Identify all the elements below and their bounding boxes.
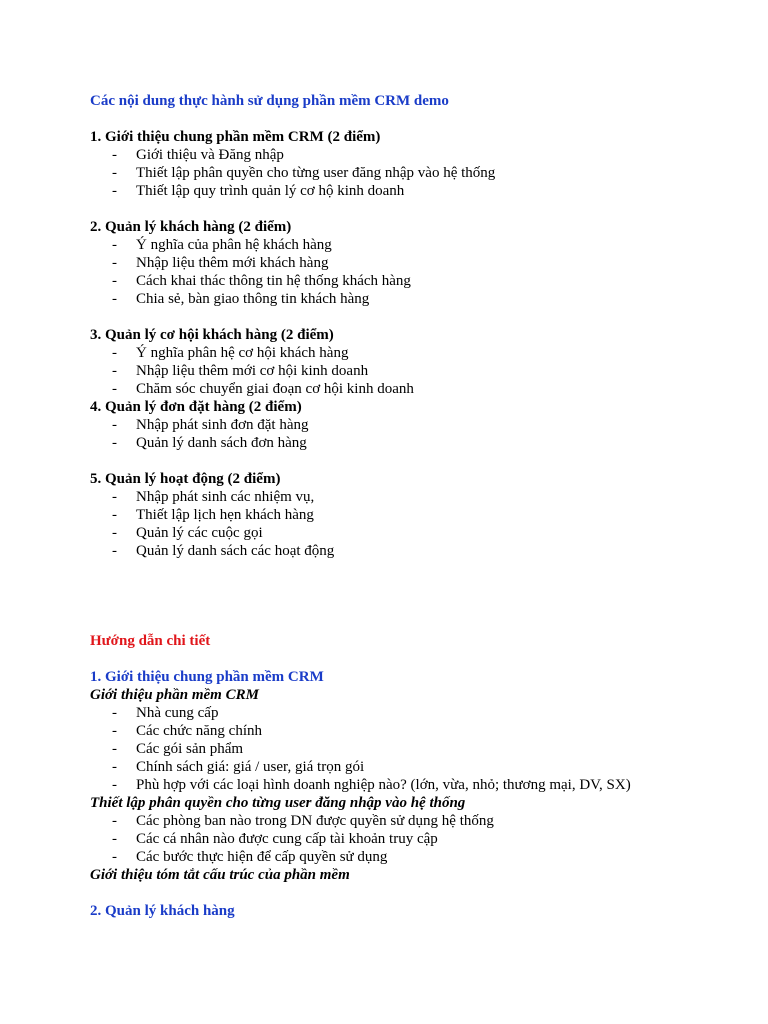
section-heading: 4. Quản lý đơn đặt hàng (2 điểm) — [90, 399, 302, 415]
section-heading: 1. Giới thiệu chung phần mềm CRM (2 điểm) — [90, 129, 381, 145]
guide-part-heading: 1. Giới thiệu chung phần mềm CRM — [90, 669, 324, 685]
section-heading: 5. Quản lý hoạt động (2 điểm) — [90, 471, 281, 487]
document-title: Các nội dung thực hành sử dụng phần mềm CRM demo — [90, 93, 449, 109]
guide-subheading: Thiết lập phân quyền cho từng user đăng nhập vào hệ thống — [90, 795, 466, 811]
guide-subheading: Giới thiệu phần mềm CRM — [90, 687, 259, 703]
section-heading: 2. Quản lý khách hàng (2 điểm) — [90, 219, 292, 235]
section-heading: 3. Quản lý cơ hội khách hàng (2 điểm) — [90, 327, 334, 343]
guide-subheading: Giới thiệu tóm tắt cấu trúc của phần mềm — [90, 867, 350, 883]
guide-part-heading: 2. Quản lý khách hàng — [90, 903, 235, 919]
guide-heading: Hướng dẫn chi tiết — [90, 633, 211, 649]
